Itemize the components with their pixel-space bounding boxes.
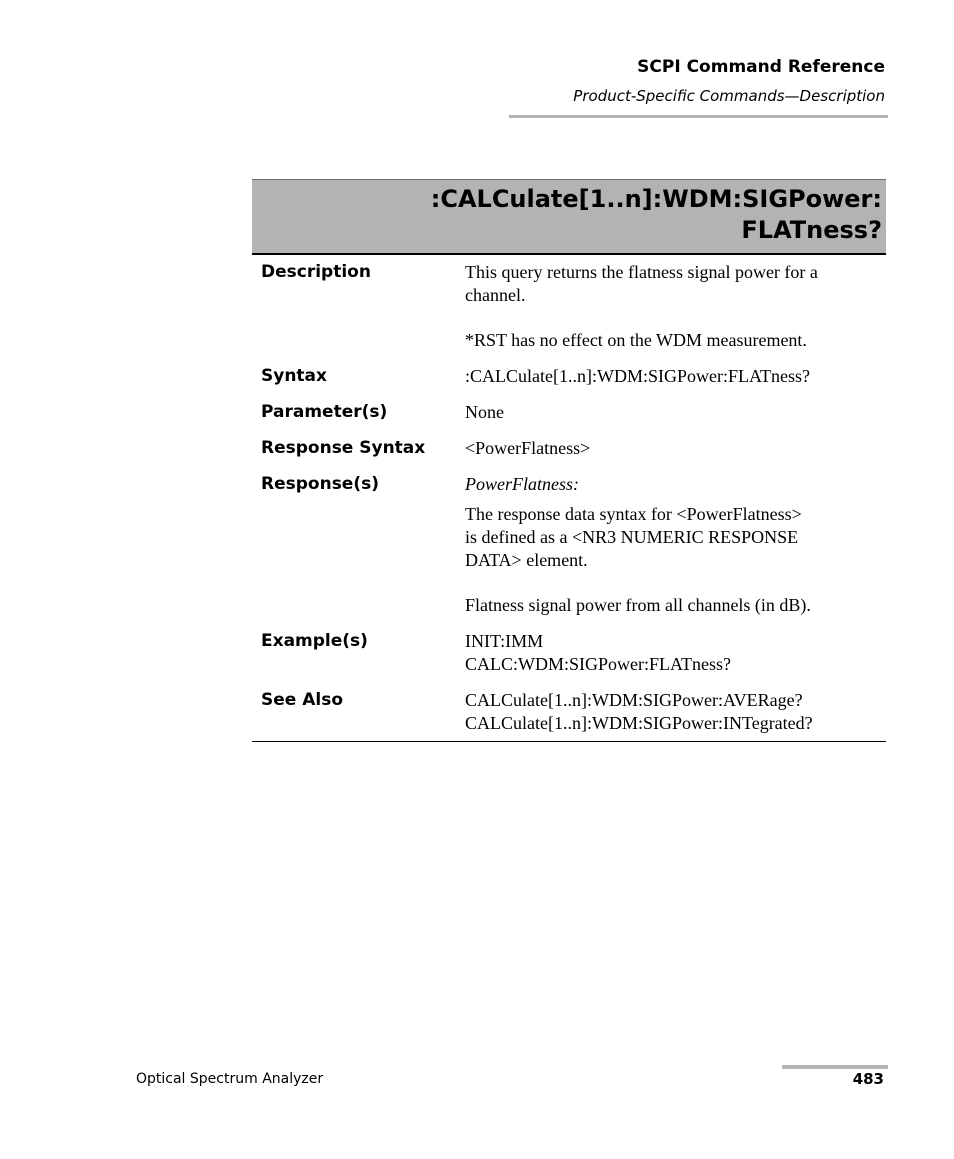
response-name: PowerFlatness: (465, 474, 579, 494)
description-label: Description (261, 262, 371, 282)
examples-label: Example(s) (261, 631, 368, 651)
parameters-label: Parameter(s) (261, 402, 388, 422)
command-title-line-2: FLATness? (741, 216, 882, 244)
footer-rule (782, 1065, 888, 1069)
response-syntax-value: <PowerFlatness> (465, 438, 591, 458)
command-title-box (252, 179, 886, 255)
example-line-2: CALC:WDM:SIGPower:FLATness? (465, 654, 731, 674)
response-syntax-label: Response Syntax (261, 438, 426, 458)
see-also-line-2: CALCulate[1..n]:WDM:SIGPower:INTegrated? (465, 713, 813, 733)
running-header-title: SCPI Command Reference (637, 57, 885, 77)
see-also-label: See Also (261, 690, 344, 710)
description-text-2: channel. (465, 285, 526, 305)
parameters-value: None (465, 402, 504, 422)
response-text-1: The response data syntax for <PowerFlatness> (465, 504, 802, 524)
running-header-subtitle: Product-Specific Commands—Description (573, 87, 885, 105)
description-text-3: *RST has no effect on the WDM measurement. (465, 330, 807, 350)
response-text-4: Flatness signal power from all channels (in dB). (465, 595, 811, 615)
response-text-3: DATA> element. (465, 550, 588, 570)
description-text-1: This query returns the flatness signal power for a (465, 262, 818, 282)
syntax-label: Syntax (261, 366, 327, 386)
responses-label: Response(s) (261, 474, 379, 494)
table-bottom-rule (252, 741, 886, 742)
syntax-value: :CALCulate[1..n]:WDM:SIGPower:FLATness? (465, 366, 810, 386)
response-text-2: is defined as a <NR3 NUMERIC RESPONSE (465, 527, 799, 547)
header-rule (509, 115, 888, 118)
command-title (262, 184, 882, 246)
command-title-line-1: :CALCulate[1..n]:WDM:SIGPower: (430, 185, 882, 213)
footer-product-name: Optical Spectrum Analyzer (136, 1071, 324, 1087)
see-also-line-1: CALCulate[1..n]:WDM:SIGPower:AVERage? (465, 690, 803, 710)
page-number: 483 (852, 1070, 884, 1088)
example-line-1: INIT:IMM (465, 631, 544, 651)
